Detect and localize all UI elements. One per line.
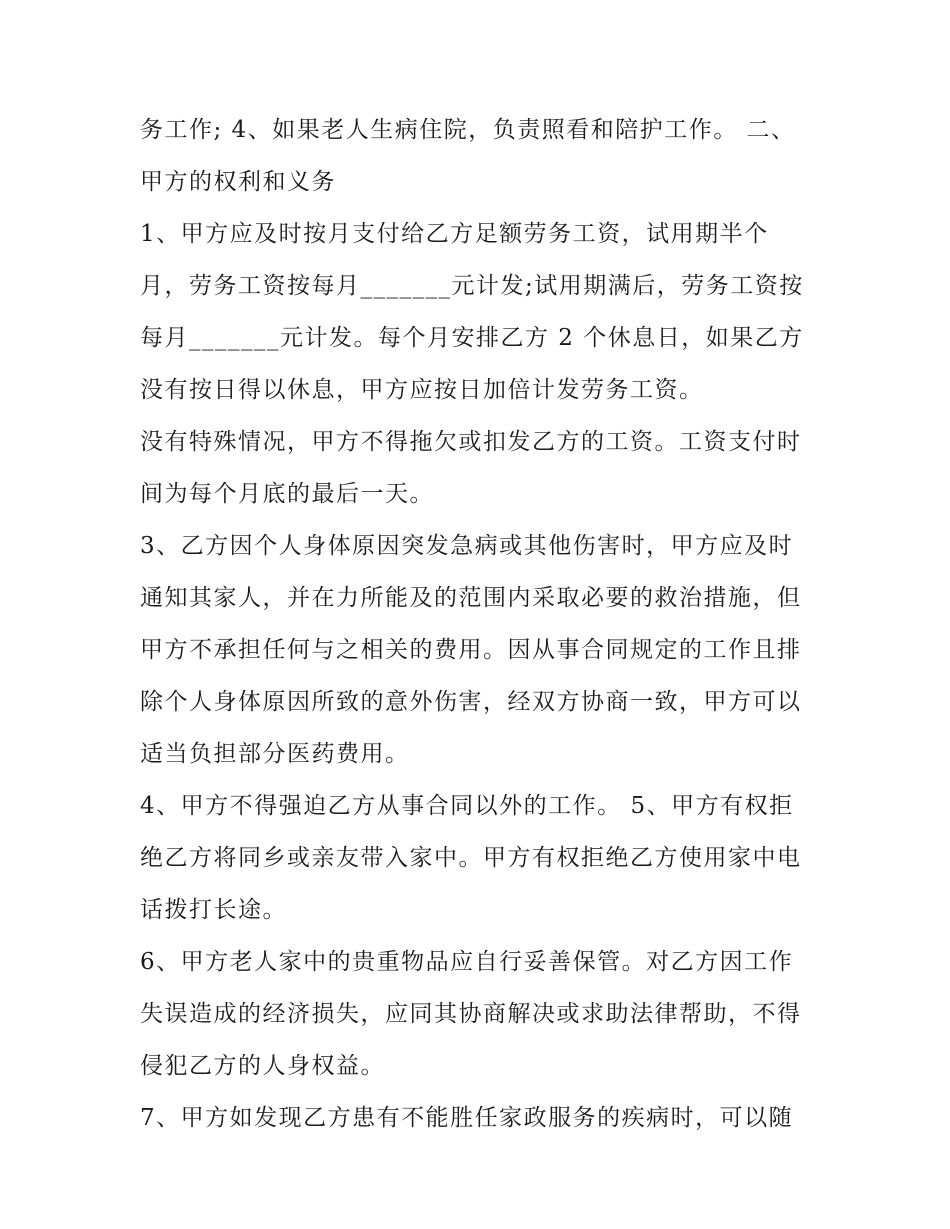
text-line: 侵犯乙方的人身权益。 bbox=[140, 1053, 385, 1079]
text-line: 绝乙方将同乡或亲友带入家中。甲方有权拒绝乙方使用家中电 bbox=[140, 845, 802, 871]
text-line: 适当负担部分医药费用。 bbox=[140, 741, 410, 767]
text-line: 4、甲方不得强迫乙方从事合同以外的工作。 5、甲方有权拒 bbox=[140, 793, 794, 819]
text-line: 7、甲方如发现乙方患有不能胜任家政服务的疾病时，可以随 bbox=[140, 1105, 794, 1131]
text-line: 1、甲方应及时按月支付给乙方足额劳务工资，试用期半个 bbox=[140, 221, 769, 247]
document-body bbox=[140, 104, 820, 1144]
text-line: 6、甲方老人家中的贵重物品应自行妥善保管。对乙方因工作 bbox=[140, 949, 794, 975]
text-line: 甲方不承担任何与之相关的费用。因从事合同规定的工作且排 bbox=[140, 637, 802, 663]
text-line: 3、乙方因个人身体原因突发急病或其他伤害时，甲方应及时 bbox=[140, 533, 794, 559]
text-line: 每月_______元计发。每个月安排乙方 2 个休息日，如果乙方 bbox=[140, 325, 804, 351]
section-heading: 甲方的权利和义务 bbox=[140, 169, 336, 195]
text-line: 间为每个月底的最后一天。 bbox=[140, 481, 434, 507]
text-line: 没有特殊情况，甲方不得拖欠或扣发乙方的工资。工资支付时 bbox=[140, 429, 802, 455]
text-line: 务工作; 4、如果老人生病住院，负责照看和陪护工作。 二、 bbox=[140, 117, 796, 143]
text-line: 失误造成的经济损失，应同其协商解决或求助法律帮助，不得 bbox=[140, 1001, 802, 1027]
text-line: 通知其家人，并在力所能及的范围内采取必要的救治措施，但 bbox=[140, 585, 802, 611]
text-line: 除个人身体原因所致的意外伤害，经双方协商一致，甲方可以 bbox=[140, 689, 802, 715]
text-line: 没有按日得以休息，甲方应按日加倍计发劳务工资。 bbox=[140, 377, 704, 403]
text-line: 话拨打长途。 bbox=[140, 897, 287, 923]
text-line: 月，劳务工资按每月_______元计发;试用期满后，劳务工资按 bbox=[140, 273, 804, 299]
